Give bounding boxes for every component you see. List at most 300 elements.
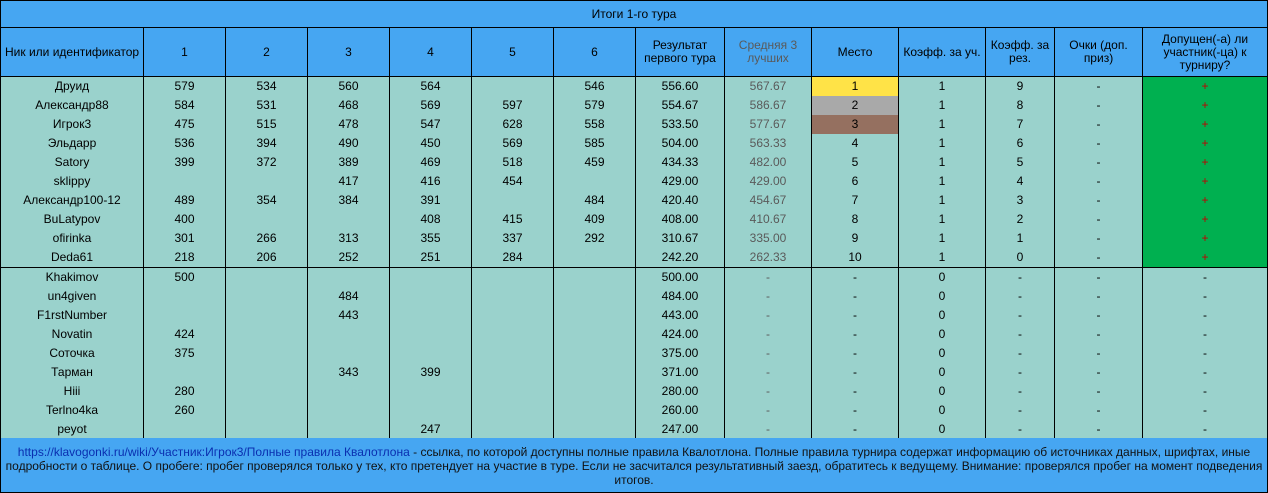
cell-k-res: - [986,420,1054,439]
cell-k-part: 1 [899,153,985,172]
cell-admitted: - [1143,306,1267,325]
cell-nick: ofirinka [1,229,143,248]
cell-r4: 247 [390,420,471,439]
cell-r2 [226,363,307,382]
cell-r5: 569 [472,134,553,153]
cell-r1: 301 [144,229,225,248]
cell-place: 9 [812,229,898,248]
cell-avg: - [725,382,811,401]
cell-points: - [1055,172,1142,191]
cell-admitted: + [1143,134,1267,153]
cell-r4: 391 [390,191,471,210]
table-row [1,96,1267,115]
cell-admitted: + [1143,153,1267,172]
cell-r3: 384 [308,191,389,210]
cell-result: 408.00 [636,210,724,229]
table-row [1,210,1267,229]
cell-r5: 518 [472,153,553,172]
cell-r1 [144,306,225,325]
cell-nick: Satory [1,153,143,172]
cell-admitted: - [1143,325,1267,344]
table-row [1,229,1267,248]
cell-result: 443.00 [636,306,724,325]
cell-avg: 586.67 [725,96,811,115]
cell-r3: 490 [308,134,389,153]
cell-result: 434.33 [636,153,724,172]
cell-k-part: 1 [899,248,985,267]
table-row [1,325,1267,344]
cell-r2: 515 [226,115,307,134]
cell-admitted: + [1143,229,1267,248]
cell-k-res: 2 [986,210,1054,229]
cell-r4 [390,325,471,344]
cell-points: - [1055,153,1142,172]
cell-r5 [472,382,553,401]
cell-k-res: 5 [986,153,1054,172]
table-row [1,115,1267,134]
cell-r5: 597 [472,96,553,115]
cell-k-res: - [986,287,1054,306]
cell-r1: 218 [144,248,225,267]
cell-r2 [226,287,307,306]
cell-r6 [554,363,635,382]
cell-result: 484.00 [636,287,724,306]
cell-points: - [1055,210,1142,229]
cell-k-res: - [986,382,1054,401]
cell-avg: - [725,325,811,344]
cell-r5 [472,401,553,420]
cell-r3: 417 [308,172,389,191]
cell-r2 [226,172,307,191]
cell-points: - [1055,229,1142,248]
cell-r1: 260 [144,401,225,420]
cell-r4 [390,344,471,363]
cell-admitted: - [1143,420,1267,439]
cell-points: - [1055,96,1142,115]
header-coef-participation: Коэфф. за уч. [899,28,985,76]
cell-avg: 262.33 [725,248,811,267]
cell-k-part: 0 [899,420,985,439]
cell-nick: Александр100-12 [1,191,143,210]
cell-k-res: - [986,325,1054,344]
cell-nick: Terlno4ka [1,401,143,420]
cell-k-part: 0 [899,363,985,382]
cell-k-res: 4 [986,172,1054,191]
cell-admitted: + [1143,115,1267,134]
cell-r2: 531 [226,96,307,115]
cell-result: 375.00 [636,344,724,363]
cell-admitted: + [1143,210,1267,229]
cell-place: 3 [812,115,898,134]
cell-nick: Hiii [1,382,143,401]
cell-place: 6 [812,172,898,191]
cell-r4: 564 [390,77,471,96]
cell-r3: 484 [308,287,389,306]
table-row [1,306,1267,325]
cell-r4: 251 [390,248,471,267]
cell-r6: 292 [554,229,635,248]
cell-r2: 266 [226,229,307,248]
cell-place: - [812,344,898,363]
cell-place: 2 [812,96,898,115]
cell-r3: 313 [308,229,389,248]
cell-nick: Khakimov [1,268,143,287]
cell-r3: 343 [308,363,389,382]
cell-r1: 489 [144,191,225,210]
table-row [1,363,1267,382]
cell-r3 [308,382,389,401]
cell-r3 [308,344,389,363]
cell-r5: 284 [472,248,553,267]
cell-place: 5 [812,153,898,172]
cell-k-res: 1 [986,229,1054,248]
cell-admitted: + [1143,77,1267,96]
cell-k-part: 0 [899,325,985,344]
cell-k-res: 8 [986,96,1054,115]
table-row [1,344,1267,363]
cell-r3: 389 [308,153,389,172]
cell-place: 1 [812,77,898,96]
cell-r6: 579 [554,96,635,115]
cell-r2: 372 [226,153,307,172]
cell-r2 [226,344,307,363]
cell-nick: Игрок3 [1,115,143,134]
cell-r2 [226,401,307,420]
cell-admitted: - [1143,401,1267,420]
cell-admitted: + [1143,96,1267,115]
cell-admitted: + [1143,191,1267,210]
header-result: Результат первого тура [636,28,724,76]
cell-r1: 399 [144,153,225,172]
cell-r2 [226,325,307,344]
cell-result: 556.60 [636,77,724,96]
cell-r2 [226,382,307,401]
table-row [1,268,1267,287]
cell-r4: 408 [390,210,471,229]
cell-r4: 399 [390,363,471,382]
cell-admitted: - [1143,344,1267,363]
cell-points: - [1055,191,1142,210]
cell-r4 [390,382,471,401]
cell-place: - [812,363,898,382]
cell-points: - [1055,325,1142,344]
cell-r4: 469 [390,153,471,172]
cell-r1: 500 [144,268,225,287]
cell-result: 429.00 [636,172,724,191]
results-table [1,1,1267,492]
cell-r4 [390,287,471,306]
cell-place: - [812,287,898,306]
cell-result: 242.20 [636,248,724,267]
cell-place: 8 [812,210,898,229]
cell-r1 [144,363,225,382]
cell-r1 [144,287,225,306]
cell-result: 533.50 [636,115,724,134]
cell-k-res: - [986,344,1054,363]
cell-r3 [308,268,389,287]
cell-r6 [554,325,635,344]
cell-r5 [472,363,553,382]
cell-r5 [472,325,553,344]
cell-r1: 584 [144,96,225,115]
cell-r4: 416 [390,172,471,191]
cell-k-part: 1 [899,77,985,96]
header-race-1: 1 [144,28,225,76]
cell-k-part: 0 [899,382,985,401]
cell-result: 424.00 [636,325,724,344]
cell-r5: 415 [472,210,553,229]
cell-k-res: 6 [986,134,1054,153]
cell-points: - [1055,363,1142,382]
cell-points: - [1055,248,1142,267]
cell-k-part: 0 [899,268,985,287]
cell-r3: 443 [308,306,389,325]
header-admitted: Допущен(-а) ли участник(-ца) к турниру? [1143,28,1267,76]
cell-r1 [144,420,225,439]
cell-nick: Эльдарр [1,134,143,153]
header-nick: Ник или идентификатор [1,28,143,76]
cell-points: - [1055,134,1142,153]
table-row [1,401,1267,420]
cell-result: 247.00 [636,420,724,439]
cell-avg: - [725,420,811,439]
cell-admitted: + [1143,248,1267,267]
cell-avg: - [725,401,811,420]
cell-r6 [554,172,635,191]
cell-k-res: - [986,363,1054,382]
cell-r4: 547 [390,115,471,134]
cell-k-part: 1 [899,115,985,134]
cell-k-res: - [986,306,1054,325]
header-race-2: 2 [226,28,307,76]
cell-r6 [554,287,635,306]
cell-k-part: 1 [899,134,985,153]
cell-r4 [390,306,471,325]
cell-place: 10 [812,248,898,267]
table-row [1,382,1267,401]
table-row [1,248,1267,267]
footer-note [1,438,1267,492]
cell-r5 [472,268,553,287]
cell-r1 [144,172,225,191]
cell-place: - [812,382,898,401]
cell-r1: 475 [144,115,225,134]
cell-k-part: 1 [899,210,985,229]
cell-r4: 450 [390,134,471,153]
cell-nick: Соточка [1,344,143,363]
cell-r6 [554,306,635,325]
cell-place: 7 [812,191,898,210]
cell-result: 280.00 [636,382,724,401]
cell-nick: peyot [1,420,143,439]
header-race-5: 5 [472,28,553,76]
cell-avg: 429.00 [725,172,811,191]
cell-nick: Друид [1,77,143,96]
cell-avg: - [725,363,811,382]
cell-avg: 410.67 [725,210,811,229]
cell-r2 [226,420,307,439]
header-place: Место [812,28,898,76]
cell-r4: 569 [390,96,471,115]
header-race-4: 4 [390,28,471,76]
cell-k-res: 7 [986,115,1054,134]
cell-r5: 454 [472,172,553,191]
cell-points: - [1055,306,1142,325]
cell-k-part: 1 [899,96,985,115]
cell-r6: 409 [554,210,635,229]
cell-r2 [226,268,307,287]
cell-r4 [390,268,471,287]
cell-r5 [472,306,553,325]
cell-r3 [308,325,389,344]
cell-place: - [812,306,898,325]
cell-r6 [554,382,635,401]
cell-nick: Тарман [1,363,143,382]
rules-link[interactable]: https://klavogonki.ru/wiki/Участник:Игрок3/Полные правила Квалотлона [17,445,410,459]
cell-admitted: + [1143,172,1267,191]
cell-nick: Deda61 [1,248,143,267]
cell-r1: 579 [144,77,225,96]
cell-result: 310.67 [636,229,724,248]
cell-r1: 536 [144,134,225,153]
cell-points: - [1055,268,1142,287]
cell-r5: 337 [472,229,553,248]
cell-result: 500.00 [636,268,724,287]
cell-r6: 546 [554,77,635,96]
cell-k-res: 9 [986,77,1054,96]
cell-r3 [308,420,389,439]
cell-r3 [308,401,389,420]
cell-r6 [554,401,635,420]
table-row [1,153,1267,172]
footer-text: - ссылка, по которой доступны полные правила Квалотлона. Полные правила турнира содержат информацию об источниках данных, шрифтах, иные подробности о таблице. О пробеге: пробег проверялся только у тех, кто претендует на участие в туре. Если не засчитался результативный заезд, обратитесь к ведущему. Внимание: проверялся пробег на момент подведения итогов. [5,445,1263,487]
cell-r6 [554,268,635,287]
header-race-3: 3 [308,28,389,76]
table-row [1,287,1267,306]
cell-nick: F1rstNumber [1,306,143,325]
cell-r5 [472,420,553,439]
cell-place: - [812,268,898,287]
cell-admitted: - [1143,382,1267,401]
cell-r4: 355 [390,229,471,248]
cell-r2: 394 [226,134,307,153]
cell-points: - [1055,401,1142,420]
table-row [1,420,1267,439]
cell-r6: 459 [554,153,635,172]
table-row [1,77,1267,96]
cell-r3: 560 [308,77,389,96]
cell-points: - [1055,77,1142,96]
cell-r6 [554,248,635,267]
cell-admitted: - [1143,287,1267,306]
cell-avg: 482.00 [725,153,811,172]
cell-k-res: 0 [986,248,1054,267]
cell-k-part: 0 [899,306,985,325]
cell-r5: 628 [472,115,553,134]
cell-r2 [226,210,307,229]
cell-points: - [1055,115,1142,134]
cell-points: - [1055,287,1142,306]
cell-nick: sklippy [1,172,143,191]
cell-points: - [1055,344,1142,363]
cell-r6: 484 [554,191,635,210]
table-title: Итоги 1-го тура [1,1,1267,27]
cell-nick: Novatin [1,325,143,344]
cell-result: 554.67 [636,96,724,115]
cell-k-part: 1 [899,229,985,248]
cell-r6: 585 [554,134,635,153]
table-row [1,134,1267,153]
cell-avg: 563.33 [725,134,811,153]
cell-r3: 478 [308,115,389,134]
cell-r3: 252 [308,248,389,267]
cell-avg: - [725,344,811,363]
cell-r1: 424 [144,325,225,344]
cell-r5 [472,191,553,210]
header-coef-result: Коэфф. за рез. [986,28,1054,76]
cell-place: 4 [812,134,898,153]
cell-result: 504.00 [636,134,724,153]
cell-admitted: - [1143,363,1267,382]
cell-avg: - [725,268,811,287]
cell-r1: 400 [144,210,225,229]
cell-k-part: 0 [899,344,985,363]
cell-avg: 567.67 [725,77,811,96]
cell-place: - [812,325,898,344]
cell-r1: 280 [144,382,225,401]
cell-k-part: 0 [899,287,985,306]
cell-k-res: - [986,401,1054,420]
cell-nick: un4given [1,287,143,306]
cell-result: 420.40 [636,191,724,210]
header-points: Очки (доп. приз) [1055,28,1142,76]
cell-r2: 206 [226,248,307,267]
cell-k-part: 1 [899,191,985,210]
cell-points: - [1055,382,1142,401]
cell-k-part: 0 [899,401,985,420]
cell-k-res: 3 [986,191,1054,210]
cell-nick: Александр88 [1,96,143,115]
cell-avg: 335.00 [725,229,811,248]
cell-r2: 354 [226,191,307,210]
cell-r3 [308,210,389,229]
cell-avg: - [725,306,811,325]
header-race-6: 6 [554,28,635,76]
cell-avg: 577.67 [725,115,811,134]
cell-r5 [472,287,553,306]
cell-nick: BuLatypov [1,210,143,229]
cell-avg: - [725,287,811,306]
cell-r5 [472,77,553,96]
cell-result: 260.00 [636,401,724,420]
cell-result: 371.00 [636,363,724,382]
cell-k-res: - [986,268,1054,287]
table-row [1,172,1267,191]
cell-r6 [554,420,635,439]
cell-points: - [1055,420,1142,439]
table-row [1,191,1267,210]
cell-r2: 534 [226,77,307,96]
cell-k-part: 1 [899,172,985,191]
cell-r5 [472,344,553,363]
cell-place: - [812,420,898,439]
cell-r1: 375 [144,344,225,363]
cell-admitted: - [1143,268,1267,287]
cell-avg: 454.67 [725,191,811,210]
cell-place: - [812,401,898,420]
cell-r3: 468 [308,96,389,115]
cell-r6: 558 [554,115,635,134]
